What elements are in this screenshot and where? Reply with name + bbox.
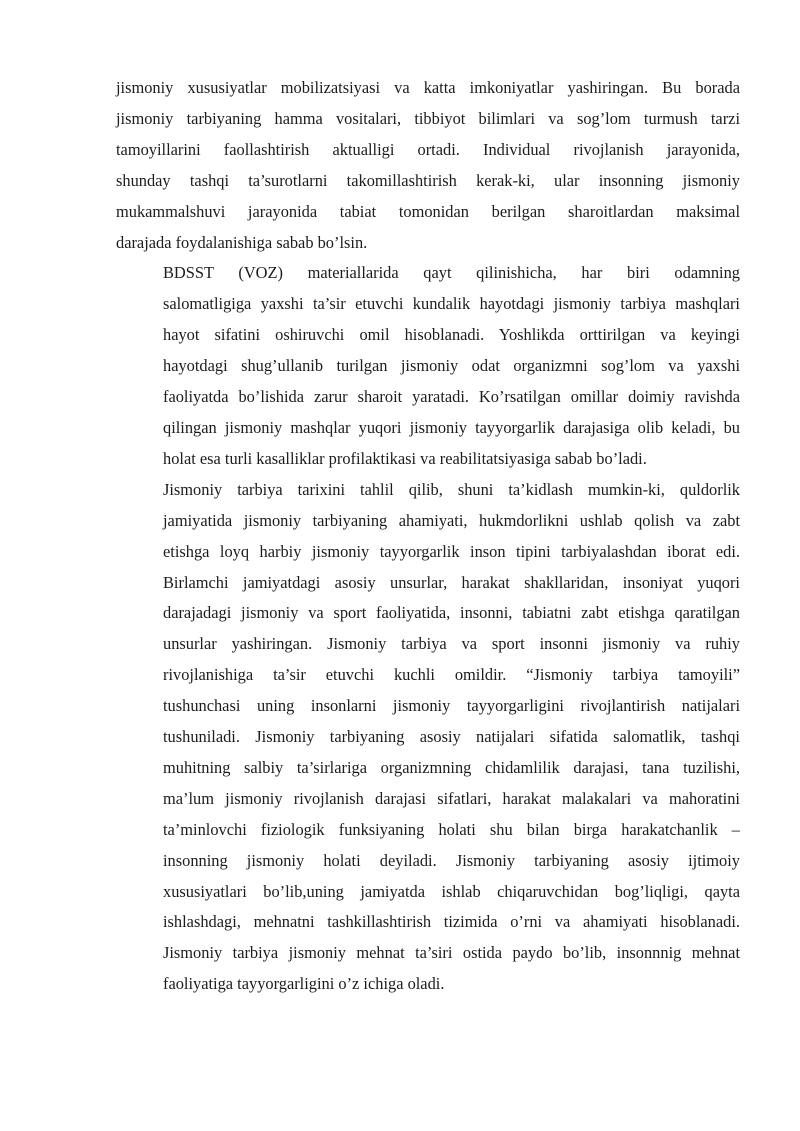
text-line: darajadagi jismoniy va sport faoliyatida, insonni, tabiatni zabt etishga qaratilgan — [163, 603, 740, 623]
text-line: tushunchasi uning insonlarni jismoniy tayyorgarligini rivojlantirish natijalari — [163, 696, 740, 716]
paragraph-3 — [116, 475, 740, 1000]
text-line: jismoniy xususiyatlar mobilizatsiyasi va katta imkoniyatlar yashiringan. Bu borada — [116, 78, 740, 97]
document-page — [116, 73, 740, 1000]
text-line: salomatligiga yaxshi ta’sir etuvchi kundalik hayotdagi jismoniy tarbiya mashqlari — [163, 294, 740, 314]
text-line: faoliyatiga tayyorgarligini o’z ichiga oladi. — [163, 974, 445, 994]
text-line: insonning jismoniy holati deyiladi. Jismoniy tarbiyaning asosiy ijtimoiy — [163, 850, 740, 870]
text-line: ishlashdagi, mehnatni tashkillashtirish tizimida o’rni va ahamiyati hisoblanadi. — [163, 912, 740, 932]
text-line: Birlamchi jamiyatdagi asosiy unsurlar, harakat shakllaridan, insoniyat yuqori — [163, 572, 740, 592]
text-line: holat esa turli kasalliklar profilaktikasi va reabilitatsiyasiga sabab bo’ladi. — [163, 448, 647, 468]
text-line: darajada foydalanishiga sabab bo’lsin. — [116, 232, 368, 252]
text-line: rivojlanishiga ta’sir etuvchi kuchli omildir. “Jismoniy tarbiya tamoyili” — [163, 665, 740, 685]
text-line: qilingan jismoniy mashqlar yuqori jismoniy tayyorgarlik darajasiga olib keladi, bu — [163, 417, 740, 437]
text-line: muhitning salbiy ta’sirlariga organizmning chidamlilik darajasi, tana tuzilishi, — [163, 757, 740, 777]
text-line: Jismoniy tarbiya tarixini tahlil qilib, shuni ta’kidlash mumkin-ki, quldorlik — [163, 479, 740, 499]
text-line: faoliyatda bo’lishida zarur sharoit yaratadi. Ko’rsatilgan omillar doimiy ravishda — [163, 387, 740, 407]
text-line: Jismoniy tarbiya jismoniy mehnat ta’siri ostida paydo bo’lib, insonnnig mehnat — [163, 943, 740, 963]
paragraph-2 — [116, 258, 740, 474]
paragraph-1 — [116, 73, 740, 258]
text-line: BDSST (VOZ) materiallarida qayt qilinishicha, har biri odamning — [163, 263, 740, 283]
text-line: xususiyatlari bo’lib,uning jamiyatda ishlab chiqaruvchidan bog’liqligi, qayta — [163, 881, 740, 901]
text-line: unsurlar yashiringan. Jismoniy tarbiya va sport insonni jismoniy va ruhiy — [163, 634, 740, 654]
text-line: etishga loyq harbiy jismoniy tayyorgarlik inson tipini tarbiyalashdan iborat edi. — [163, 541, 740, 561]
text-line: ta’minlovchi fiziologik funksiyaning holati shu bilan birga harakatchanlik – — [163, 819, 740, 839]
text-line: hayotdagi shug’ullanib turilgan jismoniy odat organizmni sog’lom va yaxshi — [163, 356, 740, 376]
text-line: ma’lum jismoniy rivojlanish darajasi sifatlari, harakat malakalari va mahoratini — [163, 788, 740, 808]
text-line: tushuniladi. Jismoniy tarbiyaning asosiy natijalari sifatida salomatlik, tashqi — [163, 727, 740, 747]
text-line: tamoyillarini faollashtirish aktualligi ortadi. Individual rivojlanish jarayonida, — [116, 139, 740, 159]
text-line: jamiyatida jismoniy tarbiyaning ahamiyati, hukmdorlikni ushlab qolish va zabt — [163, 510, 740, 530]
text-line: mukammalshuvi jarayonida tabiat tomonidan berilgan sharoitlardan maksimal — [116, 201, 740, 221]
text-line: shunday tashqi ta’surotlarni takomillashtirish kerak-ki, ular insonning jismoniy — [116, 170, 740, 190]
text-line: jismoniy tarbiyaning hamma vositalari, tibbiyot bilimlari va sog’lom turmush tarzi — [116, 108, 740, 128]
text-line: hayot sifatini oshiruvchi omil hisoblanadi. Yoshlikda orttirilgan va keyingi — [163, 325, 740, 345]
